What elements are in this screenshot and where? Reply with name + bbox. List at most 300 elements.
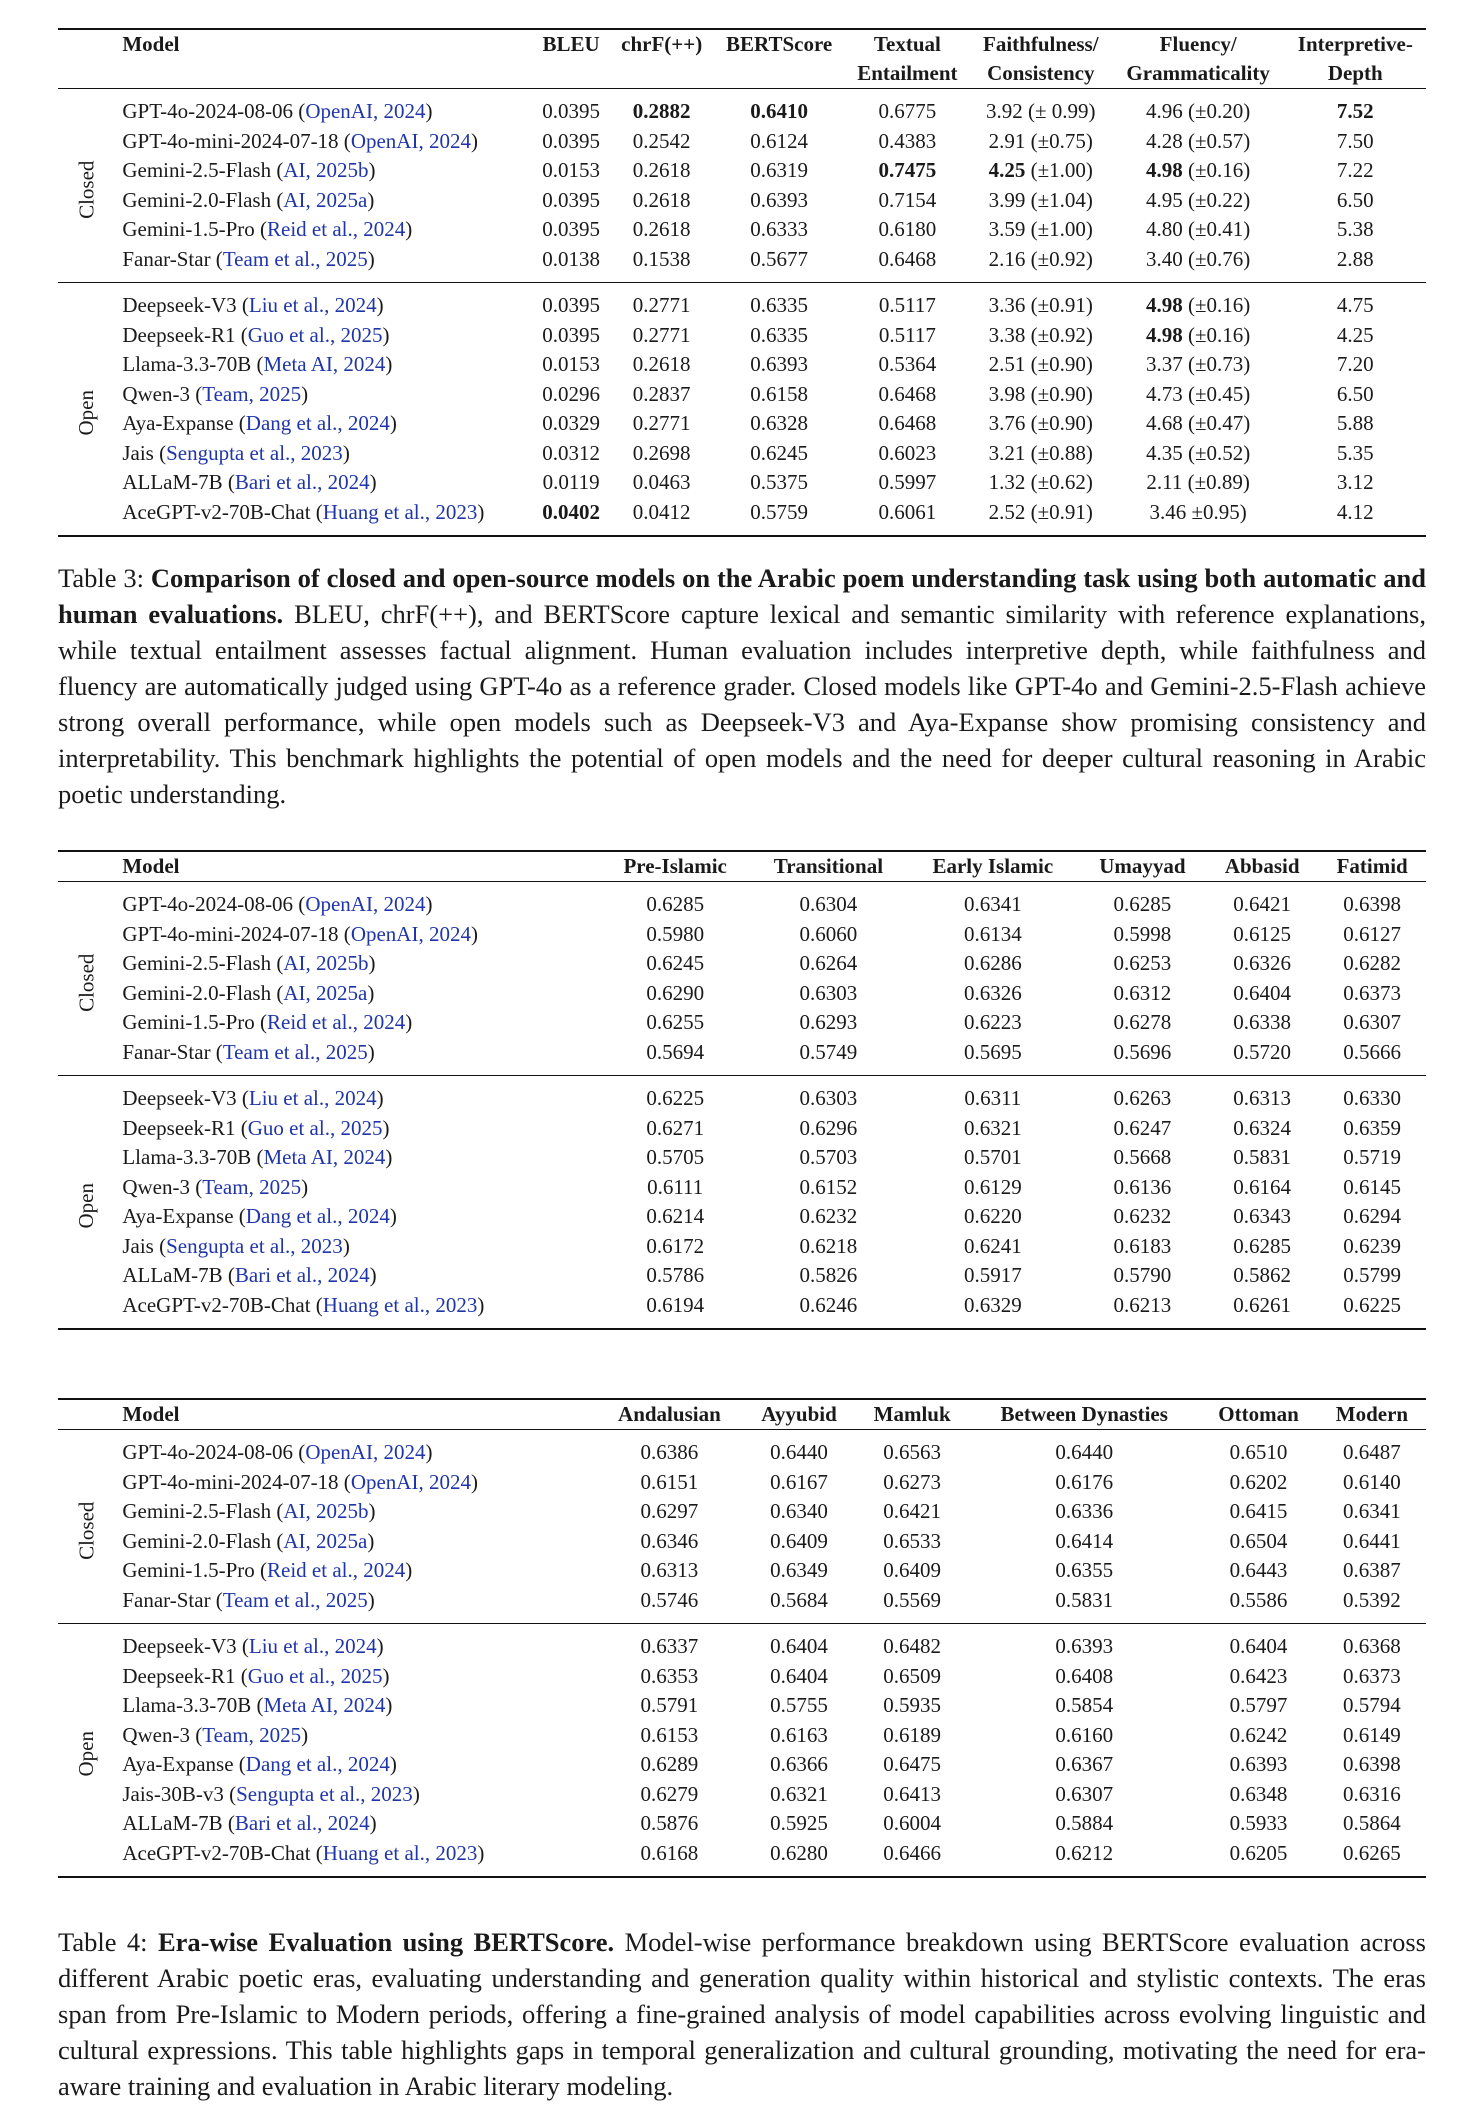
citation-close: ): [376, 1086, 384, 1110]
era-score-cell: 0.6282: [1343, 951, 1402, 975]
table-row: [58, 186, 1426, 216]
era-score-cell: 0.6280: [770, 1840, 828, 1865]
caption-paragraph: [58, 1924, 1426, 2104]
score-value: 3.12: [1336, 470, 1374, 494]
citation-link[interactable]: Huang et al., 2023: [322, 1292, 478, 1317]
citation-link[interactable]: Meta AI, 2024: [263, 1693, 386, 1717]
citation-link[interactable]: Bari et al., 2024: [234, 1263, 370, 1287]
citation-close: ): [342, 440, 350, 465]
citation-close: ): [389, 1204, 397, 1228]
header-line: Fluency/: [1159, 32, 1237, 56]
era-score-cell: 0.6324: [1233, 1115, 1292, 1140]
citation-link[interactable]: Liu et al., 2024: [248, 1086, 377, 1110]
citation-link[interactable]: Guo et al., 2025: [247, 322, 383, 347]
citation-link[interactable]: Huang et al., 2023: [322, 499, 478, 524]
score-value: 0.0312: [542, 440, 600, 465]
score-cell-bert: [713, 283, 844, 321]
score-cell-chrf: [610, 89, 714, 127]
model-name: ALLaM-7B (: [122, 1263, 235, 1287]
era-score-cell: 0.5696: [1113, 1039, 1172, 1064]
citation-close: ): [367, 246, 375, 271]
era-score-cell: 0.6214: [646, 1204, 705, 1228]
era-score-cell: 0.6245: [646, 951, 705, 975]
era-score-cell: 0.6290: [646, 980, 705, 1005]
score-std: (±0.16): [1182, 322, 1251, 347]
citation-link[interactable]: OpenAI, 2024: [305, 892, 426, 916]
model-name: Llama-3.3-70B (: [122, 352, 264, 376]
citation-link[interactable]: AI, 2025b: [283, 951, 369, 975]
score-value: 0.6410: [750, 99, 809, 123]
era-score-cell: 0.6398: [1343, 892, 1402, 916]
era-score-cell: 0.6563: [883, 1440, 942, 1464]
score-cell-chrf: [610, 245, 714, 283]
era-score-cell: 0.6278: [1113, 1010, 1172, 1034]
era-score-cell: 0.6509: [883, 1663, 942, 1688]
score-value: 4.12: [1336, 499, 1374, 524]
score-value: 7.50: [1336, 128, 1374, 153]
table-row: [58, 350, 1426, 380]
citation-link[interactable]: Bari et al., 2024: [234, 470, 370, 494]
era-score-cell: 0.6220: [963, 1204, 1022, 1228]
col-era-header: Ayyubid: [761, 1402, 837, 1426]
model-name-cell: [116, 1750, 596, 1780]
citation-link[interactable]: Reid et al., 2024: [267, 1558, 406, 1582]
era-score-cell: 0.5695: [963, 1039, 1022, 1064]
table-4-eras-part-2: [58, 1398, 1426, 1878]
score-cell-chrf: [610, 439, 714, 469]
era-score-cell: 0.6373: [1343, 980, 1402, 1005]
table-row: [58, 1232, 1426, 1262]
era-score-cell: 0.6440: [770, 1440, 828, 1464]
citation-close: ): [477, 1292, 485, 1317]
score-value: 0.0402: [542, 499, 600, 524]
score-value: 0.1538: [632, 246, 691, 271]
score-cell-te: [845, 127, 970, 157]
citation-close: ): [477, 499, 485, 524]
era-score-cell: 0.6348: [1229, 1781, 1288, 1806]
score-cell-bleu: [532, 409, 610, 439]
model-name-cell: [116, 1527, 596, 1557]
table-row: [58, 1468, 1426, 1498]
citation-close: ): [425, 99, 433, 123]
score-cell-faith: [970, 245, 1112, 283]
score-value: 0.6335: [750, 293, 809, 317]
table-4a-header-row: [58, 851, 1426, 882]
score-cell-flu: [1112, 468, 1285, 498]
score-value: 0.2618: [632, 352, 691, 376]
era-score-cell: 0.6242: [1229, 1722, 1288, 1747]
citation-close: ): [301, 1722, 309, 1747]
era-score-cell: 0.6225: [1343, 1292, 1402, 1317]
col-era-header: Between Dynasties: [1000, 1402, 1168, 1426]
era-score-cell: 0.6172: [646, 1233, 705, 1258]
score-std: (±0.16): [1182, 293, 1251, 317]
score-cell-flu: [1112, 215, 1285, 245]
era-score-cell: 0.5703: [799, 1145, 858, 1169]
era-score-cell: 0.6338: [1233, 1010, 1292, 1034]
model-name-cell: [116, 89, 532, 127]
table-row: [58, 1586, 1426, 1624]
table-4b-header-row: [58, 1399, 1426, 1430]
model-name: Deepseek-V3 (: [122, 1634, 249, 1658]
header-line: Faithfulness/: [983, 32, 1099, 56]
score-cell-depth: [1285, 89, 1426, 127]
citation-link[interactable]: Team et al., 2025: [222, 1587, 368, 1612]
table-3-caption: [58, 560, 1426, 812]
era-score-cell: 0.5746: [640, 1587, 699, 1612]
table-row: [58, 468, 1426, 498]
score-value: 3.92 (± 0.99): [986, 99, 1096, 123]
score-value: 0.6319: [750, 158, 809, 182]
citation-link[interactable]: AI, 2025b: [283, 1499, 369, 1523]
model-name: GPT-4o-mini-2024-07-18 (: [122, 128, 351, 153]
era-score-cell: 0.6321: [963, 1115, 1022, 1140]
caption-lead: Comparison of closed and open-source models on the Arabic poem understanding task using both automatic and human evaluations.: [58, 563, 1426, 629]
citation-close: ): [376, 1634, 384, 1658]
model-name-cell: [116, 1624, 596, 1662]
citation-link[interactable]: Team et al., 2025: [222, 246, 368, 271]
score-cell-te: [845, 156, 970, 186]
citation-link[interactable]: AI, 2025a: [283, 187, 368, 212]
era-score-cell: 0.6202: [1229, 1469, 1288, 1494]
table-row: [58, 882, 1426, 920]
citation-close: ): [470, 1469, 478, 1494]
era-score-cell: 0.6415: [1229, 1499, 1288, 1523]
citation-link[interactable]: Meta AI, 2024: [263, 352, 386, 376]
score-cell-te: [845, 498, 970, 537]
citation-link[interactable]: Team, 2025: [202, 381, 302, 406]
citation-link[interactable]: Huang et al., 2023: [322, 1840, 478, 1865]
era-score-cell: 0.6136: [1113, 1174, 1172, 1199]
model-name-cell: [116, 245, 532, 283]
score-cell-faith: [970, 127, 1112, 157]
citation-link[interactable]: OpenAI, 2024: [305, 1440, 426, 1464]
era-score-cell: 0.6404: [770, 1634, 828, 1658]
era-score-cell: 0.5980: [646, 921, 705, 946]
score-value: 0.5364: [878, 352, 937, 376]
era-score-cell: 0.5797: [1229, 1693, 1288, 1717]
era-score-cell: 0.6285: [646, 892, 705, 916]
score-cell-depth: [1285, 186, 1426, 216]
era-score-cell: 0.6313: [1233, 1086, 1292, 1110]
score-value: 0.0296: [542, 381, 600, 406]
era-score-cell: 0.5684: [770, 1587, 828, 1612]
model-name: GPT-4o-2024-08-06 (: [122, 99, 306, 123]
model-name: GPT-4o-2024-08-06 (: [122, 892, 306, 916]
score-value: 1.32 (±0.62): [988, 470, 1093, 494]
era-score-cell: 0.5884: [1055, 1811, 1114, 1835]
score-value: 4.35 (±0.52): [1146, 440, 1251, 465]
table-row: [58, 1076, 1426, 1114]
citation-link[interactable]: OpenAI, 2024: [305, 99, 426, 123]
score-cell-depth: [1285, 439, 1426, 469]
model-name-cell: [116, 1556, 596, 1586]
score-value: 7.22: [1336, 158, 1374, 182]
era-score-cell: 0.6423: [1229, 1663, 1288, 1688]
citation-close: ): [405, 1558, 413, 1582]
model-name-cell: [116, 1143, 600, 1173]
era-score-cell: 0.6341: [1343, 1499, 1401, 1523]
era-score-cell: 0.5794: [1343, 1693, 1401, 1717]
era-score-cell: 0.6504: [1229, 1528, 1288, 1553]
score-value: 0.0119: [542, 470, 600, 494]
citation-close: ): [470, 128, 478, 153]
col-model-header: Model: [122, 1402, 180, 1426]
table-row: [58, 1173, 1426, 1203]
score-value: 0.2542: [632, 128, 691, 153]
model-name-cell: [116, 1114, 600, 1144]
col-interpretive-depth-header: [1285, 29, 1426, 89]
citation-link[interactable]: Liu et al., 2024: [248, 1634, 377, 1658]
citation-link[interactable]: OpenAI, 2024: [350, 128, 471, 153]
table-row: [58, 1839, 1426, 1878]
model-name-cell: [116, 979, 600, 1009]
era-score-cell: 0.6321: [770, 1781, 828, 1806]
group-label: Open: [74, 1183, 99, 1229]
model-name-cell: [116, 949, 600, 979]
era-score-cell: 0.5786: [646, 1263, 705, 1287]
model-name-cell: [116, 1430, 596, 1468]
score-cell-chrf: [610, 321, 714, 351]
era-score-cell: 0.6313: [640, 1558, 699, 1582]
score-cell-faith: [970, 321, 1112, 351]
score-cell-depth: [1285, 321, 1426, 351]
citation-close: ): [367, 1528, 375, 1553]
score-cell-depth: [1285, 283, 1426, 321]
table-3-body: [58, 89, 1426, 537]
col-bleu-header: BLEU: [542, 32, 600, 56]
citation-link[interactable]: AI, 2025a: [283, 980, 368, 1005]
score-cell-depth: [1285, 215, 1426, 245]
score-value: 0.5997: [878, 470, 937, 494]
citation-close: ): [470, 921, 478, 946]
era-score-cell: 0.6289: [640, 1752, 699, 1776]
citation-link[interactable]: Sengupta et al., 2023: [166, 1233, 343, 1258]
model-name-cell: [116, 1202, 600, 1232]
citation-link[interactable]: Guo et al., 2025: [247, 1115, 383, 1140]
score-cell-chrf: [610, 215, 714, 245]
caption-label: Table 4:: [58, 1927, 158, 1957]
table-row: [58, 1780, 1426, 1810]
era-score-cell: 0.5755: [770, 1693, 828, 1717]
score-cell-chrf: [610, 127, 714, 157]
score-value: 0.0153: [542, 158, 600, 182]
era-score-cell: 0.6286: [963, 951, 1022, 975]
model-name: AceGPT-v2-70B-Chat (: [122, 1840, 323, 1865]
model-name-cell: [116, 439, 532, 469]
era-score-cell: 0.6239: [1343, 1233, 1402, 1258]
era-score-cell: 0.6297: [640, 1499, 699, 1523]
citation-link[interactable]: OpenAI, 2024: [350, 1469, 471, 1494]
era-score-cell: 0.6285: [1113, 892, 1172, 916]
model-name: Gemini-2.5-Flash (: [122, 158, 284, 182]
citation-close: ): [425, 892, 433, 916]
col-textual-entailment-header: [845, 29, 970, 89]
citation-link[interactable]: AI, 2025a: [283, 1528, 368, 1553]
table-3-grid: [58, 28, 1426, 537]
group-label: Closed: [74, 1501, 99, 1560]
era-score-cell: 0.6134: [963, 921, 1022, 946]
score-value: 4.25: [1336, 322, 1374, 347]
header-line: Consistency: [987, 61, 1095, 85]
table-row: [58, 321, 1426, 351]
score-value: 0.2771: [632, 322, 691, 347]
era-score-cell: 0.6404: [1229, 1634, 1288, 1658]
model-name: Jais (: [122, 1233, 167, 1258]
citation-link[interactable]: Team et al., 2025: [222, 1039, 368, 1064]
citation-link[interactable]: Team, 2025: [202, 1722, 302, 1747]
score-cell-chrf: [610, 156, 714, 186]
era-score-cell: 0.5701: [963, 1145, 1022, 1169]
era-score-cell: 0.6127: [1343, 921, 1402, 946]
era-score-cell: 0.6408: [1055, 1663, 1114, 1688]
score-cell-flu: [1112, 321, 1285, 351]
era-score-cell: 0.6232: [799, 1204, 858, 1228]
score-cell-bleu: [532, 215, 610, 245]
citation-link[interactable]: Guo et al., 2025: [247, 1663, 383, 1688]
score-cell-bleu: [532, 156, 610, 186]
score-cell-flu: [1112, 439, 1285, 469]
citation-link[interactable]: Sengupta et al., 2023: [166, 440, 343, 465]
score-cell-bleu: [532, 245, 610, 283]
citation-link[interactable]: Meta AI, 2024: [263, 1145, 386, 1169]
model-name: Deepseek-V3 (: [122, 1086, 249, 1110]
era-score-cell: 0.6129: [963, 1174, 1022, 1199]
citation-close: ): [367, 1587, 375, 1612]
citation-close: ): [368, 1499, 376, 1523]
col-era-header: Mamluk: [873, 1402, 951, 1426]
score-value: 3.76 (±0.90): [988, 411, 1093, 435]
citation-close: ): [382, 1115, 390, 1140]
score-value: 0.0463: [632, 470, 691, 494]
era-score-cell: 0.6303: [799, 1086, 858, 1110]
citation-link[interactable]: Liu et al., 2024: [248, 293, 377, 317]
citation-link[interactable]: Bari et al., 2024: [234, 1811, 370, 1835]
score-cell-chrf: [610, 468, 714, 498]
model-name-cell: [116, 882, 600, 920]
era-score-cell: 0.6316: [1343, 1781, 1401, 1806]
era-score-cell: 0.5694: [646, 1039, 705, 1064]
era-score-cell: 0.6153: [640, 1722, 699, 1747]
era-score-cell: 0.6294: [1343, 1204, 1402, 1228]
era-score-cell: 0.6366: [770, 1752, 828, 1776]
score-cell-faith: [970, 186, 1112, 216]
group-label-cell: [58, 1076, 116, 1330]
score-cell-flu: [1112, 350, 1285, 380]
score-value: 4.68 (±0.47): [1146, 411, 1251, 435]
model-name-cell: [116, 283, 532, 321]
table-row: [58, 156, 1426, 186]
score-cell-te: [845, 89, 970, 127]
score-cell-chrf: [610, 380, 714, 410]
citation-link[interactable]: Dang et al., 2024: [245, 411, 390, 435]
score-cell-te: [845, 245, 970, 283]
col-chrf-header: chrF(++): [621, 32, 703, 56]
header-line: Textual: [873, 32, 941, 56]
citation-link[interactable]: Reid et al., 2024: [267, 1010, 406, 1034]
score-value: 0.6180: [878, 217, 937, 241]
model-name: Aya-Expanse (: [122, 1204, 246, 1228]
score-cell-bleu: [532, 350, 610, 380]
era-score-cell: 0.6273: [883, 1469, 942, 1494]
score-cell-te: [845, 350, 970, 380]
era-score-cell: 0.5586: [1229, 1587, 1288, 1612]
era-score-cell: 0.6413: [883, 1781, 942, 1806]
era-score-cell: 0.6404: [770, 1663, 828, 1688]
table-row: [58, 1691, 1426, 1721]
table-4a-body: [58, 882, 1426, 1330]
era-score-cell: 0.6218: [799, 1233, 858, 1258]
table-row: [58, 1202, 1426, 1232]
citation-close: ): [389, 411, 397, 435]
model-name-cell: [116, 498, 532, 537]
score-cell-flu: [1112, 156, 1285, 186]
score-value: 0.2618: [632, 158, 691, 182]
score-cell-bert: [713, 468, 844, 498]
era-score-cell: 0.6167: [770, 1469, 828, 1494]
score-value: 3.36 (±0.91): [988, 293, 1093, 317]
score-cell-te: [845, 186, 970, 216]
citation-link[interactable]: OpenAI, 2024: [350, 921, 471, 946]
citation-link[interactable]: Sengupta et al., 2023: [236, 1781, 413, 1806]
model-name-cell: [116, 1232, 600, 1262]
score-cell-te: [845, 283, 970, 321]
model-name-cell: [116, 1839, 596, 1878]
model-name: GPT-4o-mini-2024-07-18 (: [122, 1469, 351, 1494]
table-row: [58, 1261, 1426, 1291]
table-row: [58, 1430, 1426, 1468]
score-value: 2.52 (±0.91): [988, 499, 1093, 524]
era-score-cell: 0.6279: [640, 1781, 699, 1806]
score-cell-bert: [713, 186, 844, 216]
model-name: Gemini-1.5-Pro (: [122, 1010, 267, 1034]
model-name: Deepseek-R1 (: [122, 322, 248, 347]
citation-link[interactable]: Team, 2025: [202, 1174, 302, 1199]
score-value: 0.6393: [750, 352, 809, 376]
model-name-cell: [116, 186, 532, 216]
header-line: Depth: [1327, 61, 1383, 85]
header-line: Interpretive-: [1297, 32, 1413, 56]
score-cell-depth: [1285, 245, 1426, 283]
citation-close: ): [369, 470, 377, 494]
score-value: 4.80 (±0.41): [1146, 217, 1251, 241]
score-cell-bert: [713, 350, 844, 380]
score-cell-chrf: [610, 350, 714, 380]
score-cell-bert: [713, 245, 844, 283]
table-row: [58, 920, 1426, 950]
model-name-cell: [116, 321, 532, 351]
score-value: 0.5677: [750, 246, 809, 271]
table-row: [58, 1143, 1426, 1173]
score-cell-bert: [713, 439, 844, 469]
group-label: Closed: [74, 160, 99, 219]
citation-link[interactable]: Dang et al., 2024: [245, 1204, 390, 1228]
citation-link[interactable]: Reid et al., 2024: [267, 217, 406, 241]
score-value: 0.6158: [750, 381, 809, 406]
score-value: 2.11 (±0.89): [1146, 470, 1250, 494]
score-value: 4.73 (±0.45): [1146, 381, 1251, 406]
citation-close: ): [342, 1233, 350, 1258]
citation-close: ): [385, 352, 393, 376]
model-name-cell: [116, 1809, 596, 1839]
score-value: 3.59 (±1.00): [988, 217, 1093, 241]
era-score-cell: 0.6340: [770, 1499, 828, 1523]
score-value: 0.6328: [750, 411, 809, 435]
citation-link[interactable]: Dang et al., 2024: [245, 1752, 390, 1776]
citation-link[interactable]: AI, 2025b: [283, 158, 369, 182]
score-cell-depth: [1285, 380, 1426, 410]
score-value: 0.0395: [542, 128, 600, 153]
